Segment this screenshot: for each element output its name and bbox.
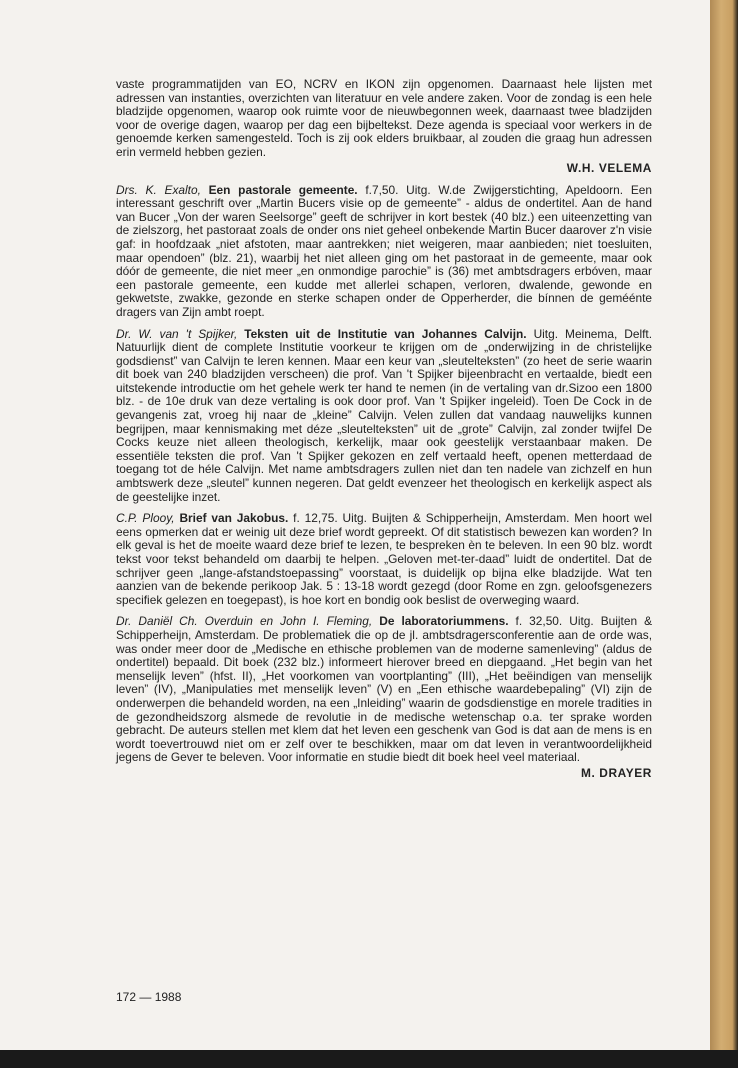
review-author: C.P. Plooy, bbox=[116, 511, 175, 526]
intro-paragraph: vaste programmatijden van EO, NCRV en IKON zijn opgenomen. Daarnaast hele lijsten met adressen van instanties, overzichten van literatuur en vele andere zaken. Voor de zondag is een hele bladzijde opgenomen, waarop ook ruimte voor de nieuwbegonnen week, daarnaast twee bladzijden voor de overige dagen, waarop per dag een bijbeltekst. Deze agenda is speciaal voor werkers in de genoemde kerken samengesteld. Toch is zij ook elders bruikbaar, al zouden die graag hun adressen erin vermeld hebben gezien. bbox=[116, 77, 652, 159]
review-author: Drs. K. Exalto, bbox=[116, 182, 201, 197]
review-title: Teksten uit de Institutie van Johannes Calvijn. bbox=[244, 326, 527, 341]
review-body: De problematiek die op de jl. ambtsdragersconferentie aan de orde was, was onder meer door de „Medische en ethische problemen van de moderne samenleving” (aldus de ondertitel) bepaald. Dit boek (232 blz.) informeert hierover breed en diepgaand. „Het begin van het menselijk leven” (hfst. II), „Het voorkomen van voortplanting” (III), „Het beëindigen van menselijk leven” (IV), „Manipulaties met menselijk leven” (V) en „Een ethische waardebepaling” (VI) zijn de onderwerpen die behandeld worden, na een „Inleiding” waarin de godsdienstige en morele tradities in de gezondheidszorg alsmede de revolutie in de medische wetenschap o.a. ter sprake worden gebracht. De auteurs stellen met klem dat het leven een geschenk van God is dat aan de mens is en wordt toevertrouwd niet om er zelf over te beschikken, maar om dat leven in verantwoordelijkheid jegens de Gever te beleven. Voor informatie en studie biedt dit boek heel veel materiaal. bbox=[116, 627, 652, 765]
page-number: 172 — 1988 bbox=[116, 990, 182, 1004]
signature-drayer: M. DRAYER bbox=[580, 765, 652, 780]
review-title: Brief van Jakobus. bbox=[179, 511, 289, 526]
review-van-t-spijker bbox=[116, 328, 652, 505]
review-title: De laboratoriummens. bbox=[379, 614, 509, 629]
review-overduin-fleming bbox=[116, 615, 652, 781]
signature-velema: W.H. VELEMA bbox=[566, 160, 652, 175]
review-title: Een pastorale gemeente. bbox=[208, 182, 358, 197]
review-body: Een interessant geschrift over „Martin Bucers visie op de gemeente” - aldus de ondertitel. Aan de hand van Bucer „Von der waren Seelsorge” geeft de schrijver in kort bestek (40 blz.) een uiteenzetting van de zielszorg, het pastoraat zoals de onder ons niet geheel onbekende Martin Bucer daarover z'n visie gaf: in hoofdzaak „niet afstoten, maar aantrekken; niet weigeren, maar aanbieden; niet toesluiten, maar opendoen” (blz. 21), waarbij het niet alleen ging om het pastoraat in de gemeente, maar ook dóór de gemeente, die niet meer „en onmondige parochie” is (36) met ambtsdragers erbóven, maar een pastorale gemeente, een kudde met allerlei schapen, verloren, dwalende, gewonde en gekwetste, zwakke, gezonde en sterke schapen onder de Opperherder, die bínnen de geméénte dragers van Zijn ambt roept. bbox=[116, 182, 652, 319]
review-details: f. 32,50. Uitg. Buijten & Schipperheijn, Amsterdam. bbox=[116, 614, 653, 642]
review-plooy bbox=[116, 512, 652, 607]
review-body: Natuurlijk dient de complete Institutie voorkeur te krijgen om de „onderwijzing in de christelijke godsdienst” van Calvijn te leren kennen. Maar een keur van „sleutelteksten” (zo heet de serie waarin dit boek van 240 bladzijden verscheen) die prof. Van 't Spijker bijeenbracht en vertaalde, biedt een uitstekende introductie om het gehele werk ter hand te nemen (in de vertaling van dr.Sizoo een 1800 blz. - de 10e druk van deze vertaling is ook door prof. Van 't Spijker ingeleid). Toen De Cock in de gevangenis zat, vroeg hij naar de „kleine” Calvijn. Velen zullen dat vandaag nauwelijks kunnen begrijpen, maar kennismaking met déze „sleutelteksten” uit de „grote” Calvijn, zal zonder twijfel De Cocks keuze niet alleen theologisch, kerkelijk, maar ook geestelijk verstaanbaar maken. De essentiële teksten die prof. Van 't Spijker gekozen en zelf vertaald heeft, openen metterdaad de toegang tot de héle Calvijn. Met name ambtsdragers zullen niet dan ten nadele van zichzelf en hun ambtswerk deze „sleutel” kunnen negeren. Dat geldt evenzeer het theologisch en kerkelijk aspect als de geestelijke inzet. bbox=[116, 340, 652, 504]
page-edge-strip bbox=[710, 0, 738, 1068]
review-details: Uitg. Meinema, Delft. bbox=[526, 326, 652, 341]
review-details: f.7,50. Uitg. W.de Zwijgerstichting, Apeldoorn. bbox=[357, 182, 624, 197]
review-exalto bbox=[116, 184, 652, 320]
review-author: Dr. Daniël Ch. Overduin en John I. Fleming, bbox=[116, 614, 373, 629]
review-details: f. 12,75. Uitg. Buijten & Schipperheijn, Amsterdam. bbox=[288, 511, 570, 526]
bottom-shadow bbox=[0, 1050, 738, 1068]
page-content bbox=[116, 78, 652, 781]
review-body: Men hoort wel eens opmerken dat er weinig uit deze brief wordt gepreekt. Of dit statistisch bewezen kan worden? In elk geval is het de moeite waard deze brief te lezen, te bespreken èn te beleven. In een 90 blz. wordt tekst voor tekst behandeld om daarbij te helpen. „Geloven met-ter-daad” luidt de ondertitel. Dat de schrijver geen „lange-afstandstoepassing” voorstaat, is duidelijk op bijna elke bladzijde. Wat ten aanzien van de bekende perikoop Jak. 5 : 13-18 wordt gezegd (door Rome en zgn. geloofsgenezers specifiek gelezen en toegepast), is hoe kort en bondig ook beslist de overweging waard. bbox=[116, 511, 653, 607]
review-author: Dr. W. van 't Spijker, bbox=[116, 326, 238, 341]
